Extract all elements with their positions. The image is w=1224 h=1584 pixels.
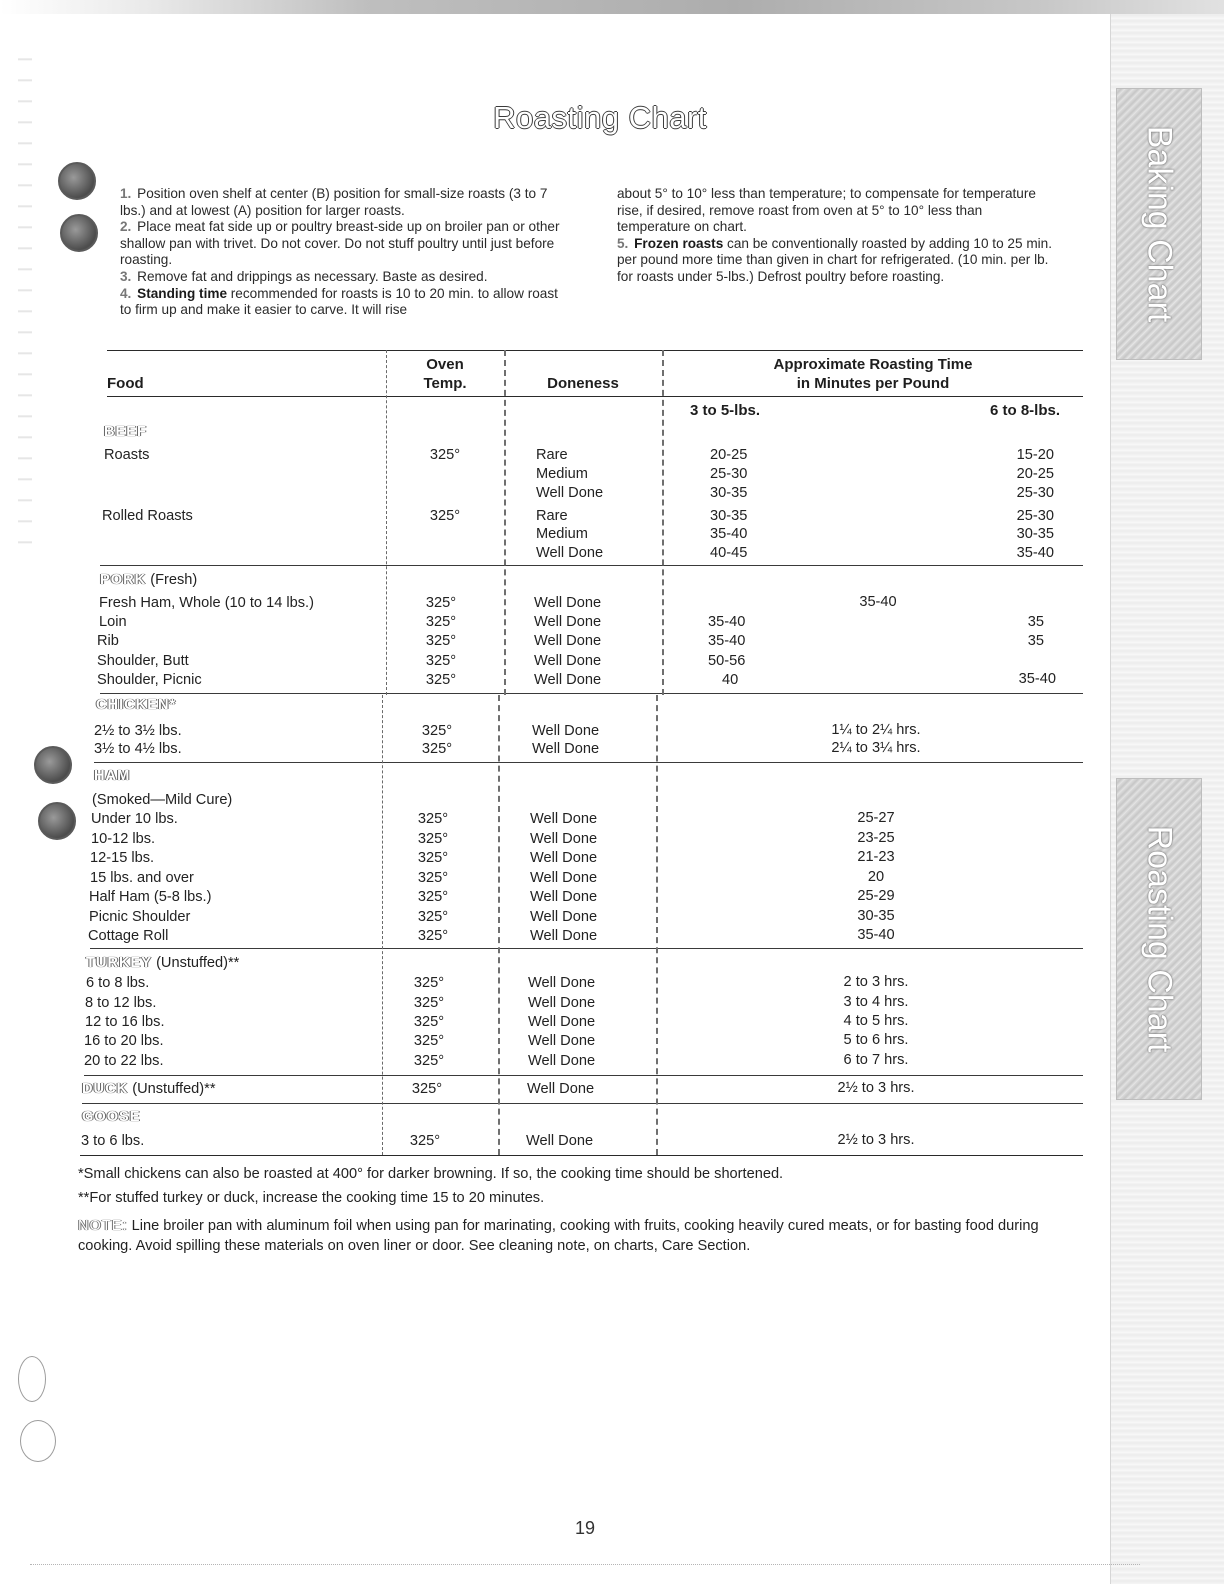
time-small-cell: 35-40 xyxy=(708,614,746,630)
time-merged-cell: 25-27 xyxy=(857,810,895,826)
time-small-cell: 20-25 xyxy=(710,447,748,463)
intro-step-5: 5. Frozen roasts can be conventionally roasted by adding 10 to 25 min. per pound more time than given in chart for refrigerated. (10 min. per lb. for roasts under 5-lbs.) Defrost poultry before roasting. xyxy=(617,235,1053,284)
temp-cell: 325° xyxy=(421,741,453,757)
food-cell: 12-15 lbs. xyxy=(90,850,155,866)
column-divider xyxy=(662,350,664,695)
roasting-table xyxy=(80,350,1086,1156)
food-cell: Shoulder, Butt xyxy=(97,653,189,669)
doneness-cell: Well Done xyxy=(528,975,596,991)
time-merged-cell: 23-25 xyxy=(857,830,895,846)
temp-cell: 325° xyxy=(421,723,453,739)
doneness-cell: Well Done xyxy=(528,1014,596,1030)
note-text: Line broiler pan with aluminum foil when using pan for marinating, cooking with fruits, cooking heavily cured meats, or for basting food during cooking. Avoid spilling these materials on oven liner or door. See cleaning note, on charts, Care Section. xyxy=(78,1218,1039,1254)
temp-cell: 325° xyxy=(425,672,457,688)
binder-ring-mark xyxy=(18,1356,46,1402)
time-merged-cell: 21-23 xyxy=(857,849,895,865)
header-minutes-per-pound: in Minutes per Pound xyxy=(796,375,950,392)
doneness-cell: Well Done xyxy=(534,653,602,669)
temp-cell: 325° xyxy=(417,870,449,886)
column-divider xyxy=(498,695,500,1155)
time-small-cell: 40-45 xyxy=(710,545,748,561)
doneness-cell: Well Done xyxy=(528,1053,596,1069)
header-temp: Temp. xyxy=(423,375,467,392)
temp-cell: 325° xyxy=(417,909,449,925)
time-merged-cell: 4 to 5 hrs. xyxy=(843,1013,909,1029)
doneness-cell: Well Done xyxy=(530,850,598,866)
time-merged-cell: 2 to 3 hrs. xyxy=(843,974,909,990)
time-merged-cell: 1¼ to 2¼ hrs. xyxy=(831,722,921,738)
time-small-cell: 35-40 xyxy=(710,526,748,542)
intro-step-4: 4. Standing time recommended for roasts is 10 to 20 min. to allow roast to firm up and make it easier to carve. It will rise xyxy=(120,285,558,318)
temp-cell: 325° xyxy=(409,1133,441,1149)
intro-step-3: 3. Remove fat and drippings as necessary. Baste as desired. xyxy=(120,268,488,284)
food-cell: 2½ to 3½ lbs. xyxy=(94,723,182,739)
category-pork: PORK (Fresh) xyxy=(100,572,198,588)
category-turkey: TURKEY (Unstuffed)** xyxy=(86,955,240,971)
food-cell: Fresh Ham, Whole (10 to 14 lbs.) xyxy=(99,595,314,611)
time-large-cell: 35-40 xyxy=(1018,671,1056,687)
doneness-cell: Well Done xyxy=(527,1081,595,1097)
food-cell: 3 to 6 lbs. xyxy=(81,1133,145,1149)
food-cell: 15 lbs. and over xyxy=(90,870,194,886)
scan-left-edge xyxy=(18,40,32,560)
temp-cell: 325° xyxy=(417,889,449,905)
doneness-cell: Medium xyxy=(536,526,588,542)
category-chicken: CHICKEN* xyxy=(96,697,177,713)
time-large-cell: 15-20 xyxy=(1016,447,1054,463)
cleaning-note xyxy=(78,1216,1058,1256)
intro-step-1: 1. Position oven shelf at center (B) position for small-size roasts (3 to 7 lbs.) and at lowest (A) position for larger roasts. xyxy=(120,186,548,218)
time-large-cell: 30-35 xyxy=(1016,526,1054,542)
header-doneness: Doneness xyxy=(547,375,619,392)
time-small-cell: 25-30 xyxy=(710,466,748,482)
subheader-3-to-5-lbs: 3 to 5-lbs. xyxy=(690,402,761,419)
temp-cell: 325° xyxy=(417,850,449,866)
time-small-cell: 30-35 xyxy=(710,485,748,501)
food-cell: Half Ham (5-8 lbs.) xyxy=(89,889,212,905)
doneness-cell: Well Done xyxy=(528,995,596,1011)
temp-cell: 325° xyxy=(417,928,449,944)
binder-hole xyxy=(58,162,96,200)
food-cell: Cottage Roll xyxy=(88,928,169,944)
table-rule xyxy=(100,693,1083,694)
time-large-cell: 35 xyxy=(1027,614,1044,630)
doneness-cell: Well Done xyxy=(530,928,598,944)
page-number: 19 xyxy=(574,1518,596,1538)
doneness-cell: Well Done xyxy=(530,831,598,847)
doneness-cell: Well Done xyxy=(530,811,598,827)
food-cell: 10-12 lbs. xyxy=(91,831,156,847)
temp-cell: 325° xyxy=(425,595,457,611)
time-merged-cell: 3 to 4 hrs. xyxy=(843,994,909,1010)
category-beef: BEEF xyxy=(104,424,147,440)
food-cell: Under 10 lbs. xyxy=(91,811,178,827)
header-food: Food xyxy=(107,375,144,392)
doneness-cell: Well Done xyxy=(534,633,602,649)
time-large-cell: 35 xyxy=(1027,633,1044,649)
temp-cell: 325° xyxy=(411,1081,443,1097)
temp-cell: 325° xyxy=(429,508,461,524)
time-small-cell: 50-56 xyxy=(708,653,746,669)
temp-cell: 325° xyxy=(413,975,445,991)
page-title: Roasting Chart xyxy=(493,100,707,135)
time-large-cell: 20-25 xyxy=(1016,466,1054,482)
doneness-cell: Well Done xyxy=(528,1033,596,1049)
table-rule xyxy=(94,762,1083,763)
doneness-cell: Well Done xyxy=(530,909,598,925)
doneness-cell: Well Done xyxy=(530,870,598,886)
temp-cell: 325° xyxy=(413,1053,445,1069)
column-divider xyxy=(504,350,506,695)
food-cell: 6 to 8 lbs. xyxy=(86,975,150,991)
time-large-cell: 25-30 xyxy=(1016,485,1054,501)
footnote-chicken: *Small chickens can also be roasted at 400° for darker browning. If so, the cooking time should be shortened. xyxy=(78,1166,784,1182)
scan-bottom-edge xyxy=(30,1564,1140,1565)
food-cell: 8 to 12 lbs. xyxy=(85,995,157,1011)
side-tab-baking-chart[interactable]: Baking Chart xyxy=(1116,88,1202,360)
side-tab-roasting-chart[interactable]: Roasting Chart xyxy=(1116,778,1202,1100)
intro-step-4-cont: about 5° to 10° less than temperature; to compensate for temperature rise, if desired, remove roast from oven at 5° to 10° less than temperature on chart. xyxy=(617,186,1036,235)
temp-cell: 325° xyxy=(413,1033,445,1049)
food-cell: 3½ to 4½ lbs. xyxy=(94,741,182,757)
food-cell: 12 to 16 lbs. xyxy=(85,1014,165,1030)
temp-cell: 325° xyxy=(425,614,457,630)
doneness-cell: Well Done xyxy=(532,741,600,757)
food-cell: Shoulder, Picnic xyxy=(97,672,202,688)
header-approx-time: Approximate Roasting Time xyxy=(773,356,973,373)
doneness-cell: Rare xyxy=(536,447,568,463)
table-rule xyxy=(80,1155,1083,1156)
subheader-6-to-8-lbs: 6 to 8-lbs. xyxy=(990,402,1061,419)
food-cell: 16 to 20 lbs. xyxy=(84,1033,164,1049)
doneness-cell: Well Done xyxy=(534,672,602,688)
doneness-cell: Well Done xyxy=(536,545,604,561)
doneness-cell: Well Done xyxy=(534,595,602,611)
temp-cell: 325° xyxy=(425,633,457,649)
intro-right-column xyxy=(617,186,1055,286)
temp-cell: 325° xyxy=(429,447,461,463)
table-rule xyxy=(90,948,1083,949)
category-ham: HAM xyxy=(94,768,131,784)
food-cell: Picnic Shoulder xyxy=(89,909,191,925)
binder-ring-mark xyxy=(20,1420,56,1462)
food-cell: Rib xyxy=(97,633,119,649)
time-merged-cell: 2½ to 3 hrs. xyxy=(837,1132,915,1148)
doneness-cell: Well Done xyxy=(536,485,604,501)
time-merged-cell: 35-40 xyxy=(859,594,897,610)
time-merged-cell: 5 to 6 hrs. xyxy=(843,1032,909,1048)
doneness-cell: Well Done xyxy=(532,723,600,739)
table-rule xyxy=(82,1103,1083,1104)
food-cell: Loin xyxy=(99,614,127,630)
doneness-cell: Medium xyxy=(536,466,588,482)
footnote-stuffed: **For stuffed turkey or duck, increase the cooking time 15 to 20 minutes. xyxy=(78,1190,545,1206)
doneness-cell: Well Done xyxy=(526,1133,594,1149)
food-cell: 20 to 22 lbs. xyxy=(84,1053,164,1069)
doneness-cell: Rare xyxy=(536,508,568,524)
time-merged-cell: 30-35 xyxy=(857,908,895,924)
time-large-cell: 25-30 xyxy=(1016,508,1054,524)
category-duck: DUCK (Unstuffed)** xyxy=(82,1081,216,1097)
time-merged-cell: 2¼ to 3¼ hrs. xyxy=(831,740,921,756)
temp-cell: 325° xyxy=(417,811,449,827)
time-merged-cell: 20 xyxy=(867,869,885,885)
time-merged-cell: 2½ to 3 hrs. xyxy=(837,1080,915,1096)
intro-step-2: 2. Place meat fat side up or poultry breast-side up on broiler pan or other shallow pan with trivet. Do not cover. Do not stuff poultry until just before roasting. xyxy=(120,219,560,268)
table-rule xyxy=(107,396,1083,397)
binder-hole xyxy=(38,802,76,840)
time-merged-cell: 25-29 xyxy=(857,888,895,904)
food-cell: Rolled Roasts xyxy=(102,508,193,524)
table-rule xyxy=(107,350,1083,351)
ham-subtitle: (Smoked—Mild Cure) xyxy=(92,792,233,808)
binder-hole xyxy=(34,746,72,784)
table-rule xyxy=(84,1075,1083,1076)
scan-top-edge xyxy=(0,0,1224,14)
time-merged-cell: 35-40 xyxy=(857,927,895,943)
time-small-cell: 30-35 xyxy=(710,508,748,524)
time-large-cell: 35-40 xyxy=(1016,545,1054,561)
table-rule xyxy=(100,565,1083,566)
temp-cell: 325° xyxy=(425,653,457,669)
temp-cell: 325° xyxy=(413,995,445,1011)
header-oven: Oven xyxy=(426,356,464,373)
note-label: NOTE: xyxy=(78,1218,128,1234)
doneness-cell: Well Done xyxy=(530,889,598,905)
food-cell: Roasts xyxy=(104,447,150,463)
intro-left-column xyxy=(120,186,570,319)
temp-cell: 325° xyxy=(413,1014,445,1030)
category-goose: GOOSE xyxy=(82,1109,141,1125)
binder-hole xyxy=(60,214,98,252)
time-small-cell: 40 xyxy=(722,672,739,688)
temp-cell: 325° xyxy=(417,831,449,847)
doneness-cell: Well Done xyxy=(534,614,602,630)
time-merged-cell: 6 to 7 hrs. xyxy=(843,1052,909,1068)
time-small-cell: 35-40 xyxy=(708,633,746,649)
